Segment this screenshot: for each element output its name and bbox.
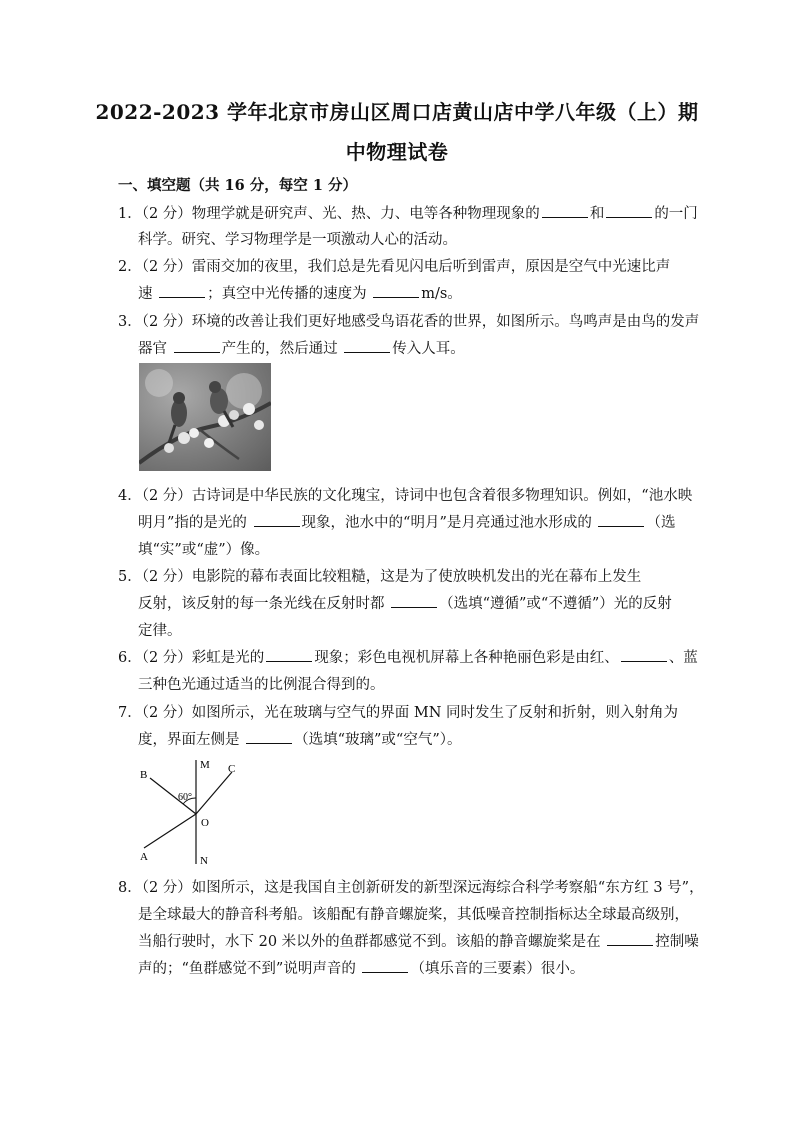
question-6-line1: 6．（2 分）彩虹是光的 现象；彩色电视机屏幕上各种艳丽色彩是由红、 、蓝	[118, 650, 698, 666]
birds-on-branch-image	[139, 363, 271, 471]
answer-blank[interactable]	[621, 649, 667, 662]
reflection-refraction-diagram	[136, 756, 246, 868]
answer-blank[interactable]	[266, 649, 312, 662]
question-3-line1: 3．（2 分）环境的改善让我们更好地感受鸟语花香的世界，如图所示。鸟鸣声是由鸟的发声	[118, 314, 700, 330]
answer-blank[interactable]	[159, 285, 205, 298]
answer-blank[interactable]	[391, 595, 437, 608]
question-5-line2: 反射，该反射的每一条光线在反射时都 （选填“遵循”或“不遵循”）光的反射	[138, 596, 672, 612]
question-2-line1: 2．（2 分）雷雨交加的夜里，我们总是先看见闪电后听到雷声，原因是空气中光速比声	[118, 259, 671, 275]
question-8-line3: 当船行驶时，水下 20 米以外的鱼群都感觉不到。该船的静音螺旋桨是在 控制噪	[138, 934, 699, 950]
label-c: C	[228, 763, 236, 775]
page-title-line1: 2022-2023 学年北京市房山区周口店黄山店中学八年级（上）期	[95, 100, 699, 124]
question-3-line2: 器官 产生的，然后通过 传入人耳。	[138, 341, 465, 357]
question-1-line1: 1．（2 分）物理学就是研究声、光、热、力、电等各种物理现象的 和 的一门	[118, 206, 698, 222]
answer-blank[interactable]	[598, 514, 644, 527]
question-4-line1: 4．（2 分）古诗词是中华民族的文化瑰宝，诗词中也包含着很多物理知识。例如，“池水映	[118, 488, 693, 504]
question-7-line2: 度，界面左侧是 （选填“玻璃”或“空气”）。	[138, 732, 462, 748]
ray-oa	[144, 814, 196, 848]
label-a: A	[140, 851, 148, 863]
answer-blank[interactable]	[373, 285, 419, 298]
answer-blank[interactable]	[607, 933, 653, 946]
question-5-line3: 定律。	[138, 623, 182, 639]
question-8-line4: 声的；“鱼群感觉不到”说明声音的 （填乐音的三要素）很小。	[138, 961, 585, 977]
answer-blank[interactable]	[254, 514, 300, 527]
angle-label: 60°	[178, 792, 192, 803]
question-8-line1: 8．（2 分）如图所示，这是我国自主创新研发的新型深远海综合科学考察船“东方红 3 号”，	[118, 880, 704, 896]
answer-blank[interactable]	[246, 731, 292, 744]
question-7-line1: 7．（2 分）如图所示，光在玻璃与空气的界面 MN 同时发生了反射和折射，则入射角为	[118, 705, 679, 721]
label-o: O	[201, 817, 209, 829]
answer-blank[interactable]	[174, 340, 220, 353]
answer-blank[interactable]	[362, 960, 408, 973]
question-6-line2: 三种色光通过适当的比例混合得到的。	[138, 677, 385, 693]
label-m: M	[200, 759, 210, 771]
label-b: B	[140, 769, 148, 781]
answer-blank[interactable]	[606, 205, 652, 218]
answer-blank[interactable]	[344, 340, 390, 353]
question-8-line2: 是全球最大的静音科考船。该船配有静音螺旋桨，其低噪音控制指标达全球最高级别，	[138, 907, 689, 923]
section-heading: 一、填空题（共 16 分，每空 1 分）	[118, 177, 357, 194]
label-n: N	[200, 855, 208, 867]
question-2-line2: 速 ；真空中光传播的速度为 m/s。	[138, 286, 462, 302]
answer-blank[interactable]	[542, 205, 588, 218]
question-5-line1: 5．（2 分）电影院的幕布表面比较粗糙，这是为了使放映机发出的光在幕布上发生	[118, 569, 642, 585]
page-title-line2: 中物理试卷	[345, 140, 449, 164]
question-4-line2: 明月”指的是光的 现象，池水中的“明月”是月亮通过池水形成的 （选	[138, 515, 676, 531]
question-1-line2: 科学。研究、学习物理学是一项激动人心的活动。	[138, 232, 457, 248]
question-4-line3: 填“实”或“虚”）像。	[138, 542, 270, 558]
ray-oc	[196, 772, 232, 814]
